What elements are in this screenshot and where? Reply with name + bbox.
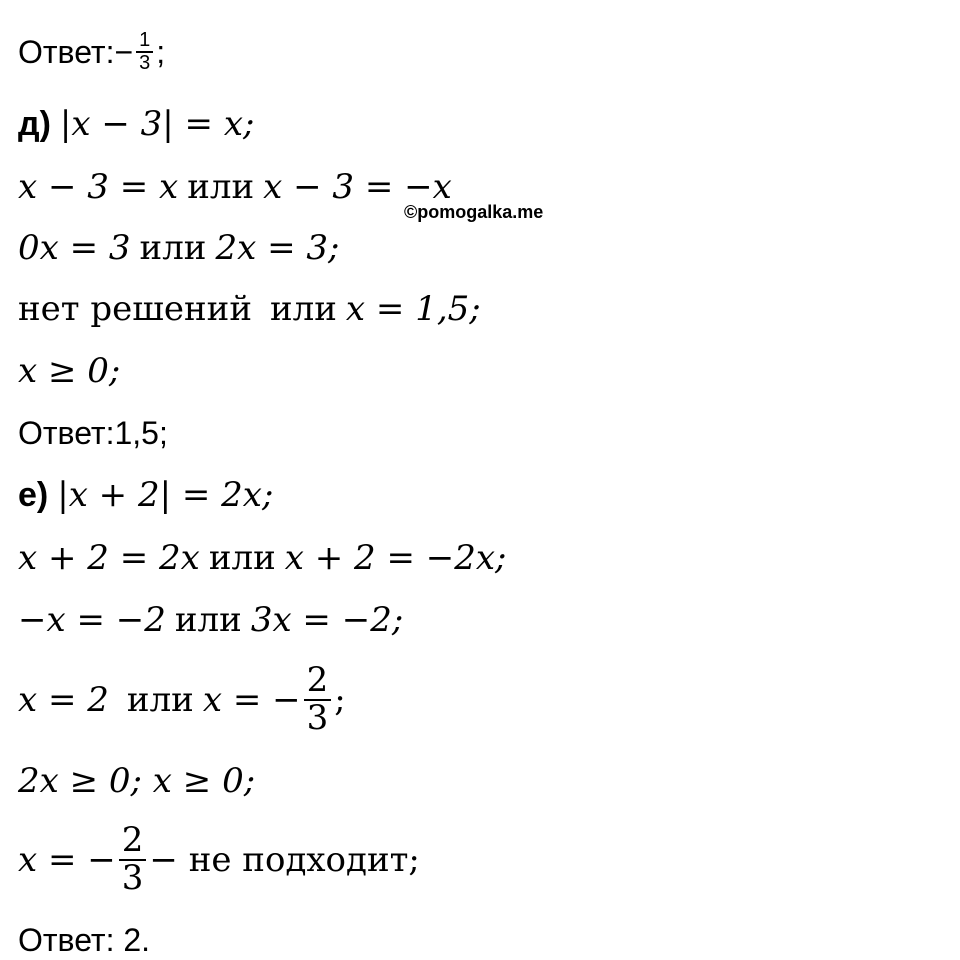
or-word: или — [187, 167, 255, 207]
fraction-numerator: 2 — [304, 663, 332, 701]
equation-left: x = 2 — [18, 680, 109, 720]
answer-prefix: Ответ:− — [18, 34, 134, 70]
fraction-denominator: 3 — [121, 858, 144, 898]
or-word: или — [208, 538, 276, 578]
equation-line — [18, 289, 481, 329]
equation-right: x + 2 = −2x; — [284, 538, 507, 578]
fraction-numerator: 1 — [136, 30, 153, 53]
equation: |x + 2| = 2x; — [57, 475, 274, 515]
condition-line — [18, 761, 255, 801]
equation-line — [18, 538, 507, 578]
equation-right: x = − — [202, 680, 301, 720]
condition-line — [18, 351, 120, 391]
equation-right: 2x = 3; — [215, 228, 340, 268]
equation-left: x − 3 = x — [18, 167, 179, 207]
equation-line — [18, 167, 452, 207]
equation-right: x − 3 = −x — [263, 167, 452, 207]
equation-line — [18, 600, 403, 640]
or-word: или — [126, 680, 194, 720]
problem-d-heading — [18, 104, 254, 144]
problem-e-heading — [18, 475, 273, 515]
or-word: или — [270, 289, 337, 329]
watermark: ©pomogalka.me — [404, 202, 544, 222]
answer-text: Ответ:1,5; — [18, 415, 168, 451]
equation-left: x = − — [18, 840, 116, 880]
equation-left: −x = −2 — [18, 600, 166, 640]
no-solutions-text: нет решений — [18, 289, 252, 329]
equation-line — [18, 228, 339, 268]
problem-label: д) — [18, 105, 51, 143]
answer-text: Ответ: 2. — [18, 922, 151, 958]
problem-label: е) — [18, 476, 49, 514]
answer-line-3 — [18, 920, 150, 960]
equation: |x − 3| = x; — [59, 104, 255, 144]
fraction-denominator: 3 — [139, 52, 151, 74]
answer-suffix: ; — [156, 34, 166, 70]
equation-right: x = 1,5; — [345, 289, 481, 329]
condition: 2x ≥ 0; x ≥ 0; — [18, 761, 256, 801]
equation-suffix: ; — [334, 680, 346, 720]
fraction — [119, 820, 147, 898]
rejection-text: − не подходит; — [149, 840, 420, 880]
or-word: или — [174, 600, 242, 640]
equation-line — [18, 660, 346, 740]
equation-left: 0x = 3 — [18, 228, 131, 268]
equation-left: x + 2 = 2x — [18, 538, 200, 578]
fraction — [304, 660, 332, 738]
equation-right: 3x = −2; — [250, 600, 404, 640]
answer-line-2 — [18, 413, 168, 453]
answer-line-1 — [18, 30, 165, 74]
rejection-line — [18, 820, 420, 900]
fraction-numerator: 2 — [119, 823, 147, 861]
fraction-denominator: 3 — [306, 698, 329, 738]
or-word: или — [139, 228, 207, 268]
fraction — [136, 30, 153, 74]
condition: x ≥ 0; — [18, 351, 121, 391]
